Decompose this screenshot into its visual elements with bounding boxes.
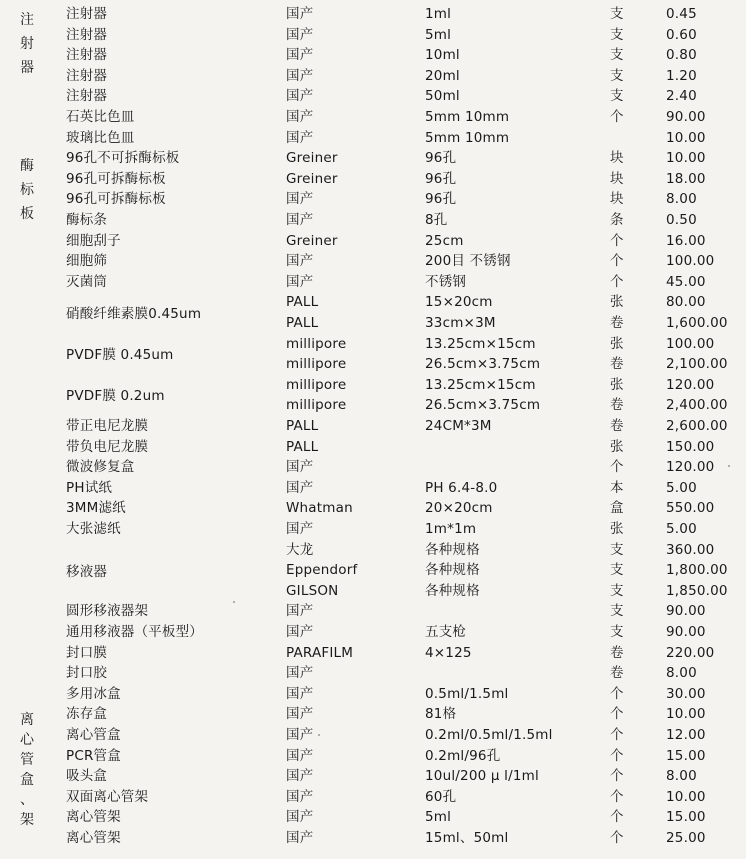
item-brand: Whatman [286,500,353,516]
item-name: 双面离心管架 [66,789,149,805]
item-brand: GILSON [286,583,339,599]
item-name: 离心管架 [66,809,121,825]
item-unit: 块 [610,191,624,207]
table-row [0,148,746,168]
item-brand: 国产 [286,789,314,805]
item-name: 冻存盒 [66,706,108,722]
table-row [0,498,746,518]
item-brand: 国产 [286,521,314,537]
table-row [0,601,746,621]
item-price: 0.50 [666,212,697,228]
item-price: 2,100.00 [666,356,728,372]
item-spec: 33cm×3M [425,315,496,331]
item-unit: 卷 [610,356,624,372]
item-brand: 国产 [286,191,314,207]
item-spec: 4×125 [425,645,472,661]
item-spec: 8孔 [425,212,448,228]
table-row [0,25,746,45]
table-row [0,643,746,663]
item-spec: 25cm [425,233,464,249]
table-row [0,334,746,354]
item-unit: 张 [610,377,624,393]
item-brand: 大龙 [286,542,314,558]
item-brand: millipore [286,356,347,372]
table-row [0,45,746,65]
table-row [0,519,746,539]
item-price: 0.60 [666,27,697,43]
item-unit: 个 [610,727,624,743]
item-price: 120.00 [666,377,715,393]
item-price: 80.00 [666,294,706,310]
table-row [0,766,746,786]
item-unit: 支 [610,603,624,619]
item-brand: PALL [286,418,319,434]
item-brand: 国产 [286,109,314,125]
item-unit: 卷 [610,418,624,434]
item-unit: 个 [610,830,624,846]
item-spec: 1ml [425,6,452,22]
item-brand: Greiner [286,171,338,187]
item-price: 10.00 [666,706,706,722]
table-row [0,746,746,766]
item-price: 120.00 [666,459,715,475]
item-spec: 50ml [425,88,460,104]
item-spec: 不锈钢 [425,274,467,290]
item-brand: 国产 [286,768,314,784]
item-price: 90.00 [666,109,706,125]
item-name: 玻璃比色皿 [66,130,135,146]
item-spec: 各种规格 [425,562,480,578]
item-spec: 24CM*3M [425,418,492,434]
table-row [0,189,746,209]
item-name: 灭菌筒 [66,274,108,290]
item-spec: 各种规格 [425,542,480,558]
item-brand: millipore [286,336,347,352]
item-price: 8.00 [666,665,697,681]
item-unit: 张 [610,294,624,310]
item-price: 1.20 [666,68,697,84]
item-spec: 各种规格 [425,583,480,599]
item-brand: 国产 [286,274,314,290]
item-price: 150.00 [666,439,715,455]
item-price: 45.00 [666,274,706,290]
item-brand: 国产 [286,727,314,743]
item-unit: 盒 [610,500,624,516]
item-price: 360.00 [666,542,715,558]
item-price: 550.00 [666,500,715,516]
item-unit: 个 [610,274,624,290]
item-spec: 10ml [425,47,460,63]
table-row [0,251,746,271]
item-price: 1,850.00 [666,583,728,599]
item-price: 12.00 [666,727,706,743]
table-row [0,437,746,457]
item-name: 微波修复盒 [66,459,135,475]
table-row [0,66,746,86]
item-spec: 20×20cm [425,500,493,516]
item-name: 带负电尼龙膜 [66,439,149,455]
category-centrifuge-tube-box-rack: 离 心 管 盒 、 架 [20,712,34,828]
item-spec: 5ml [425,27,452,43]
item-price: 8.00 [666,768,697,784]
item-brand: Greiner [286,233,338,249]
item-brand: 国产 [286,624,314,640]
item-unit: 块 [610,150,624,166]
item-unit: 本 [610,480,624,496]
item-brand: 国产 [286,830,314,846]
item-spec: 0.5ml/1.5ml [425,686,509,702]
table-row [0,807,746,827]
table-row [0,210,746,230]
item-brand: PALL [286,439,319,455]
item-name: 注射器 [66,68,108,84]
category-syringe: 注 射 器 [20,12,34,76]
item-unit: 卷 [610,645,624,661]
item-name: 细胞筛 [66,253,108,269]
item-brand: 国产 [286,809,314,825]
item-price: 0.45 [666,6,697,22]
item-price: 25.00 [666,830,706,846]
item-name: 注射器 [66,6,108,22]
item-brand: 国产 [286,480,314,496]
item-unit: 卷 [610,315,624,331]
item-spec: 10ul/200 μ l/1ml [425,768,539,784]
item-spec: 13.25cm×15cm [425,336,536,352]
item-price: 1,800.00 [666,562,728,578]
item-name: PH试纸 [66,480,113,496]
item-spec: 96孔 [425,191,457,207]
table-row [0,395,746,415]
item-name: 封口胶 [66,665,108,681]
item-unit: 个 [610,233,624,249]
item-unit: 条 [610,212,624,228]
item-spec: 5mm 10mm [425,130,510,146]
item-brand: 国产 [286,47,314,63]
item-name: 96孔可拆酶标板 [66,171,166,187]
table-row [0,169,746,189]
item-spec: 0.2ml/96孔 [425,748,501,764]
item-brand: 国产 [286,6,314,22]
item-brand: 国产 [286,459,314,475]
item-spec: 200目 不锈钢 [425,253,511,269]
item-spec: 26.5cm×3.75cm [425,356,541,372]
item-price: 90.00 [666,624,706,640]
item-name: 多用冰盒 [66,686,121,702]
item-price: 8.00 [666,191,697,207]
item-unit: 卷 [610,397,624,413]
item-price: 10.00 [666,789,706,805]
item-brand: PALL [286,294,319,310]
item-brand: 国产 [286,27,314,43]
item-price: 220.00 [666,645,715,661]
item-price: 30.00 [666,686,706,702]
item-unit: 支 [610,68,624,84]
item-spec: 15×20cm [425,294,493,310]
item-spec: 15ml、50ml [425,830,509,846]
table-row [0,704,746,724]
item-spec: 26.5cm×3.75cm [425,397,541,413]
item-name: 离心管盒 [66,727,121,743]
table-row [0,457,746,477]
item-name: 离心管架 [66,830,121,846]
item-brand: millipore [286,377,347,393]
merged-name-pvdf-02: PVDF膜 0.2um [66,388,165,404]
item-spec: 5mm 10mm [425,109,510,125]
item-name: 石英比色皿 [66,109,135,125]
item-spec: PH 6.4-8.0 [425,480,498,496]
item-unit: 张 [610,336,624,352]
table-row [0,128,746,148]
table-row [0,560,746,580]
item-name: 酶标条 [66,212,108,228]
item-name: 96孔不可拆酶标板 [66,150,180,166]
table-row [0,787,746,807]
item-unit: 个 [610,706,624,722]
item-unit: 张 [610,521,624,537]
table-row [0,684,746,704]
table-row [0,663,746,683]
item-price: 100.00 [666,253,715,269]
item-price: 10.00 [666,130,706,146]
item-spec: 81格 [425,706,457,722]
item-name: 大张滤纸 [66,521,121,537]
item-brand: millipore [286,397,347,413]
item-name: 细胞刮子 [66,233,121,249]
table-row [0,375,746,395]
table-row [0,478,746,498]
item-brand: 国产 [286,130,314,146]
item-brand: 国产 [286,88,314,104]
table-row [0,540,746,560]
item-unit: 支 [610,27,624,43]
item-unit: 个 [610,768,624,784]
merged-name-pipette: 移液器 [66,564,108,580]
item-name: 注射器 [66,88,108,104]
item-brand: 国产 [286,68,314,84]
item-name: 注射器 [66,47,108,63]
item-unit: 个 [610,109,624,125]
table-row [0,4,746,24]
item-name: 3MM滤纸 [66,500,126,516]
item-spec: 0.2ml/0.5ml/1.5ml [425,727,553,743]
item-price: 100.00 [666,336,715,352]
item-spec: 20ml [425,68,460,84]
item-brand: PARAFILM [286,645,354,661]
table-row [0,581,746,601]
item-unit: 个 [610,809,624,825]
item-price: 15.00 [666,809,706,825]
table-row [0,416,746,436]
table-row [0,313,746,333]
item-name: 吸头盒 [66,768,108,784]
item-name: PCR管盒 [66,748,121,764]
item-unit: 支 [610,542,624,558]
item-price: 18.00 [666,171,706,187]
item-brand: 国产 [286,603,314,619]
item-brand: 国产 [286,665,314,681]
item-unit: 个 [610,253,624,269]
item-brand: PALL [286,315,319,331]
table-row [0,86,746,106]
item-price: 2,600.00 [666,418,728,434]
item-unit: 支 [610,624,624,640]
table-row [0,622,746,642]
item-price: 16.00 [666,233,706,249]
item-unit: 个 [610,686,624,702]
table-row [0,231,746,251]
item-unit: 支 [610,6,624,22]
item-price: 0.80 [666,47,697,63]
item-spec: 五支枪 [425,624,467,640]
item-unit: 支 [610,583,624,599]
item-brand: 国产 [286,748,314,764]
item-price: 10.00 [666,150,706,166]
item-spec: 5ml [425,809,452,825]
item-name: 带正电尼龙膜 [66,418,149,434]
item-unit: 支 [610,562,624,578]
item-price: 2.40 [666,88,697,104]
item-spec: 1m*1m [425,521,477,537]
table-row [0,725,746,745]
item-unit: 块 [610,171,624,187]
table-row [0,354,746,374]
category-microplate: 酶 标 板 [20,158,34,222]
item-unit: 卷 [610,665,624,681]
item-brand: Greiner [286,150,338,166]
item-unit: 个 [610,748,624,764]
item-unit: 支 [610,88,624,104]
item-brand: 国产 [286,253,314,269]
item-price: 15.00 [666,748,706,764]
table-row [0,828,746,848]
item-unit: 个 [610,789,624,805]
table-row [0,292,746,312]
item-name: 圆形移液器架 [66,603,149,619]
item-spec: 13.25cm×15cm [425,377,536,393]
item-brand: 国产 [286,212,314,228]
item-name: 注射器 [66,27,108,43]
item-brand: 国产 [286,686,314,702]
item-price: 90.00 [666,603,706,619]
item-unit: 支 [610,47,624,63]
item-price: 5.00 [666,521,697,537]
item-brand: Eppendorf [286,562,358,578]
item-name: 通用移液器（平板型） [66,624,203,640]
merged-name-nitrocellulose: 硝酸纤维素膜0.45um [66,306,202,322]
item-price: 2,400.00 [666,397,728,413]
merged-name-pvdf-045: PVDF膜 0.45um [66,347,174,363]
item-spec: 96孔 [425,171,457,187]
item-unit: 张 [610,439,624,455]
item-name: 96孔可拆酶标板 [66,191,166,207]
item-spec: 60孔 [425,789,457,805]
item-name: 封口膜 [66,645,108,661]
item-unit: 个 [610,459,624,475]
item-spec: 96孔 [425,150,457,166]
table-row [0,272,746,292]
item-price: 1,600.00 [666,315,728,331]
item-price: 5.00 [666,480,697,496]
table-row [0,107,746,127]
item-brand: 国产 [286,706,314,722]
